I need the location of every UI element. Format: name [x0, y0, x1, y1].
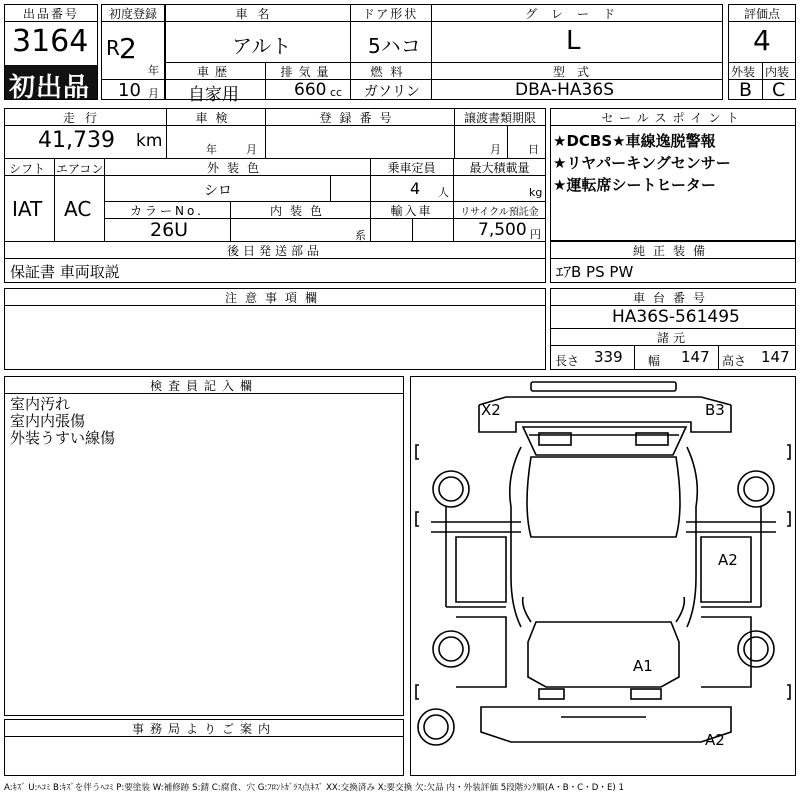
damage-diagram-box [410, 376, 796, 776]
height: 147 [761, 348, 790, 366]
color-no: 26U [150, 219, 189, 241]
mark-a1: A1 [633, 657, 653, 675]
doc-deadline-label: 譲渡書類期限 [463, 111, 536, 125]
notes-label: 注意事項欄 [224, 291, 325, 305]
maxload-label: 最大積載量 [469, 161, 530, 175]
car-name-label: 車名 [235, 7, 280, 21]
chassis-number: HA36S-561495 [612, 307, 740, 327]
first-registration-label: 初度登録 [108, 7, 157, 21]
color-no-label: カラーNo. [130, 204, 204, 218]
history: 自家用 [188, 85, 239, 105]
score: 4 [753, 24, 771, 57]
int-color-label: 内装色 [269, 204, 330, 218]
inspection-label: 車検 [195, 111, 236, 125]
ext-color-label: 外装色 [206, 161, 267, 175]
mileage-label: 走行 [62, 111, 107, 125]
door-type: 5ハコ [368, 34, 421, 58]
sales-point-2: ★リヤパーキングセンサー [553, 154, 731, 172]
capacity-label: 乗車定員 [387, 161, 436, 175]
later-parts-label: 後日発送部品 [226, 244, 323, 258]
reg-no-label: 登録番号 [319, 111, 400, 125]
legend: A:ｷｽﾞ U:ﾍｺﾐ B:ｷｽﾞを伴うﾍｺﾐ P:要塗装 W:補修跡 S:錆 C:腐食、穴 G:ﾌﾛﾝﾄｶﾞﾗｽ点ｷｽﾞ XX:交換済み X:要交換 欠:欠品 内・外装評価 5段階ﾗﾝｸ順(A・B・C・D・E) 1 [4, 783, 624, 793]
reg-year: 2 [119, 32, 137, 65]
office-label: 事務局よりご案内 [131, 722, 276, 736]
ac-label: エアコン [56, 162, 104, 176]
inspector-label: 検査員記入欄 [149, 379, 258, 393]
history-label: 車歴 [196, 65, 233, 79]
fuel: ガソリン [364, 84, 420, 100]
displacement-label: 排気量 [280, 65, 335, 79]
sales-point-1: ★DCBS★車線逸脱警報 [553, 132, 716, 150]
inspector-note-3: 外装うすい線傷 [10, 429, 116, 447]
recycle-label: リサイクル預託金 [460, 207, 539, 218]
ac: AC [64, 197, 92, 221]
shift-label: シフト [9, 162, 46, 176]
sales-point-3: ★運転席シートヒーター [553, 176, 716, 194]
ext-grade: B [739, 79, 753, 101]
model: DBA-HA36S [515, 80, 614, 100]
car-name: アルト [232, 34, 292, 58]
ext-label: 外装 [731, 65, 756, 79]
capacity: 4 [410, 179, 421, 198]
equipment-label: 純正装備 [632, 244, 713, 258]
grade-label: グレード [524, 7, 629, 21]
fuel-label: 燃料 [370, 65, 411, 79]
inspector-note-2: 室内内張傷 [10, 412, 86, 430]
reg-month: 10 [118, 80, 141, 101]
mileage: 41,739 [38, 128, 115, 153]
mark-a2-bottom: A2 [705, 731, 725, 749]
grade: L [566, 26, 581, 56]
inspector-note-1: 室内汚れ [10, 395, 71, 413]
width: 147 [681, 348, 710, 366]
dims-label: 諸元 [656, 331, 689, 345]
mark-a2-right: A2 [718, 551, 738, 569]
recycle-fee: 7,500 [478, 220, 527, 240]
era: R [106, 36, 120, 60]
displacement: 660 [294, 80, 327, 100]
score-label: 評価点 [743, 7, 780, 21]
shift: IAT [12, 197, 43, 221]
ext-color: シロ [204, 183, 232, 199]
chassis-label: 車台番号 [632, 291, 713, 305]
first-listing-badge: 初出品 [5, 65, 97, 99]
length: 339 [594, 348, 623, 366]
mark-x2: X2 [481, 401, 501, 419]
lot-number: 3164 [12, 24, 89, 59]
equipment: ｴｱB PS PW [556, 263, 634, 281]
import-label: 輸入車 [390, 204, 433, 218]
int-label: 内装 [765, 65, 790, 79]
mark-b3: B3 [705, 401, 725, 419]
int-grade: C [772, 79, 786, 101]
car-outline-diagram [411, 377, 795, 775]
later-parts: 保証書 車両取説 [10, 263, 120, 281]
auction-sheet: 出品番号 3164 初出品 初度登録 R 2 年 10 月 車名 アルト ドア形状 5ハコ グレード L 車歴 自家用 排気量 660 cc 燃料 ガソリン 型式 DBA-HA36S 評価点 4 外装 内装 B C 走行 41,739 km 車検 年 月 登録番号 譲渡書類期限 月 日 シフト IAT エアコン AC 外装色 シロ 乗車定員 4 人 最大積載量 kg カラーNo. 26U 内装色 系 輸入車 リサイクル預託金 7,500 円 後日発送部品 保証書 車両取説 セールスポイント ★DCBS★車線逸脱警報 ★リヤパーキングセンサー ★運転席シートヒーター 純正装備 ｴｱB PS PW 注意事項欄 車台番号 HA36S-561495 諸元 長さ 339 幅 147 高さ 147 検査員記入欄 室内汚れ 室内内張傷 外装うすい線傷 事務局よりご案内 X2 B3 A2 A1 A2 A:ｷｽﾞ U:ﾍｺﾐ B:ｷｽﾞを伴うﾍｺﾐ P:要塗装 W:補修跡 S:錆 C:腐食、穴 G:ﾌﾛﾝﾄｶﾞﾗｽ点ｷｽﾞ XX:交換済み X:要交換 欠:欠品 内・外装評価 5段階ﾗﾝｸ順(A・B・C・D・E) 1 [0, 0, 800, 800]
lot-number-label: 出品番号 [22, 7, 79, 21]
model-label: 型式 [552, 65, 601, 79]
door-label: ドア形状 [362, 7, 419, 21]
sales-points-label: セールスポイント [601, 111, 745, 125]
